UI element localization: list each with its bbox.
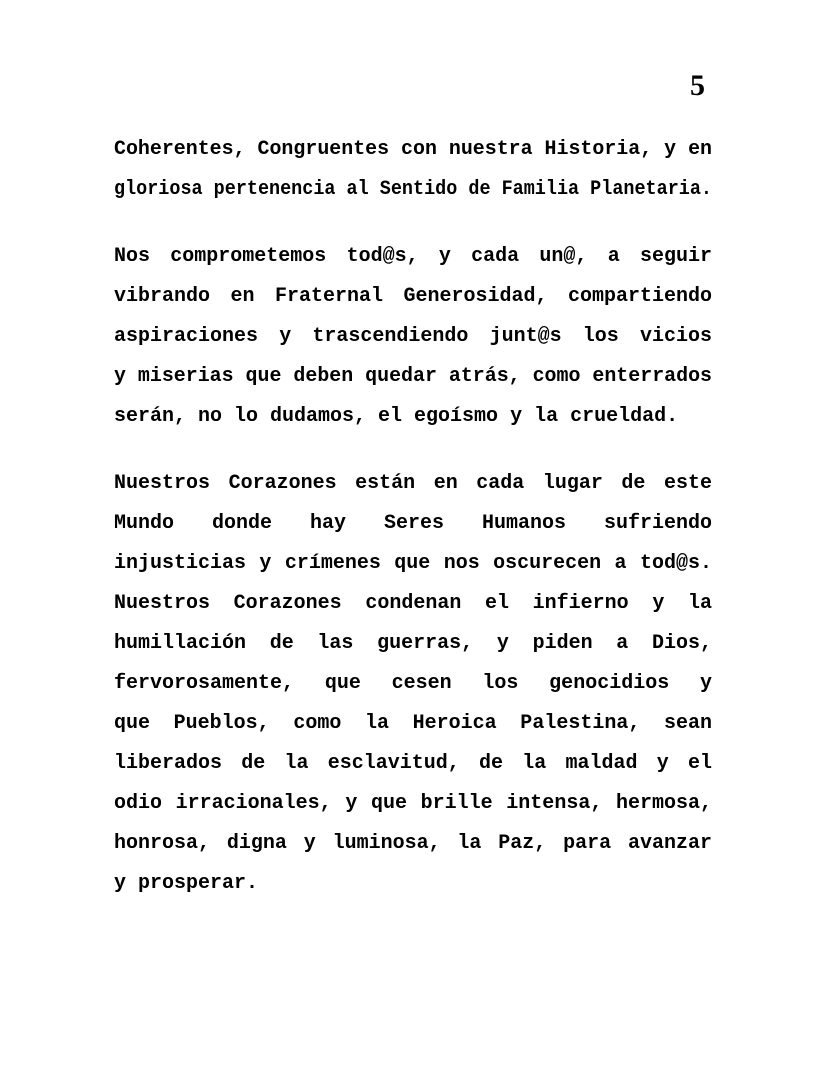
paragraph	[114, 464, 712, 904]
text-line: aspiraciones y trascendiendo junt@s los vicios	[114, 325, 712, 348]
paragraph	[114, 237, 712, 437]
text-line: y prosperar.	[114, 872, 259, 895]
text-line: Coherentes, Congruentes con nuestra Historia, y en	[114, 138, 712, 161]
text-line: Nuestros Corazones están en cada lugar de este	[114, 472, 712, 495]
text-line: serán, no lo dudamos, el egoísmo y la crueldad.	[114, 405, 679, 428]
page-number: 5	[690, 69, 705, 102]
text-line: honrosa, digna y luminosa, la Paz, para avanzar	[114, 832, 712, 855]
text-line: fervorosamente, que cesen los genocidios y	[114, 672, 712, 695]
text-line: injusticias y crímenes que nos oscurecen a tod@s.	[114, 552, 712, 575]
text-line: y miserias que deben quedar atrás, como enterrados	[114, 365, 712, 388]
text-line: odio irracionales, y que brille intensa, hermosa,	[114, 792, 712, 815]
document-body	[114, 130, 712, 931]
text-line: vibrando en Fraternal Generosidad, compartiendo	[114, 285, 712, 308]
text-line: que Pueblos, como la Heroica Palestina, sean	[114, 712, 712, 735]
paragraph	[114, 130, 712, 210]
text-line: liberados de la esclavitud, de la maldad y el	[114, 752, 712, 775]
text-line: Nuestros Corazones condenan el infierno y la	[114, 592, 712, 615]
text-line: humillación de las guerras, y piden a Dios,	[114, 632, 712, 655]
text-line: Nos comprometemos tod@s, y cada un@, a seguir	[114, 245, 712, 268]
text-line: gloriosa pertenencia al Sentido de Familia Planetaria.	[114, 178, 712, 201]
text-line: Mundo donde hay Seres Humanos sufriendo	[114, 512, 712, 535]
